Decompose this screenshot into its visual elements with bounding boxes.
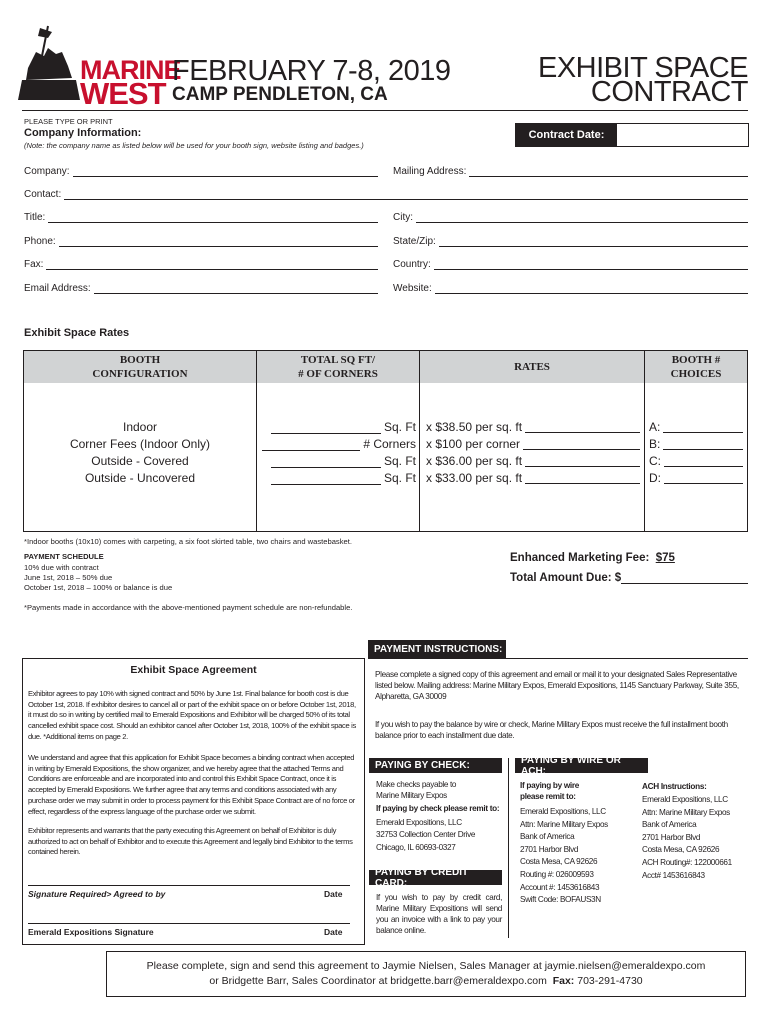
phone-field[interactable] (24, 236, 378, 247)
emerald-signature-line[interactable] (28, 923, 350, 924)
event-location: CAMP PENDLETON, CA (172, 84, 388, 105)
agreement-heading: Exhibit Space Agreement (130, 664, 257, 676)
total-corners[interactable]: # Corners (260, 437, 416, 454)
col-total-sqft: TOTAL SQ FT/ # OF CORNERS (257, 351, 419, 383)
mailing-address-label: Mailing Address: (393, 166, 467, 177)
paying-by-wire-bar: PAYING BY WIRE OR ACH: (515, 758, 648, 773)
email-label: Email Address: (24, 283, 91, 294)
check-payable: Make checks payable to Marine Military Expos (376, 780, 457, 800)
payment-schedule-heading: PAYMENT SCHEDULE (24, 552, 104, 561)
contact-label: Contact: (24, 189, 62, 200)
schedule-line2: June 1st, 2018 – 50% due (24, 573, 113, 582)
col-rates: RATES (420, 351, 644, 383)
state-zip-label: State/Zip: (393, 236, 436, 247)
config-outside-covered: Outside - Covered (91, 454, 189, 468)
total-sqft-uncovered[interactable]: Sq. Ft (260, 471, 416, 488)
wire-column-divider (508, 758, 509, 938)
payment-instructions-bar: PAYMENT INSTRUCTIONS: (368, 640, 506, 658)
paying-by-check-bar: PAYING BY CHECK: (369, 758, 502, 773)
contract-date-label: Contract Date: (516, 124, 617, 146)
company-field[interactable] (24, 166, 378, 177)
choice-c[interactable]: C: (649, 454, 743, 471)
fax-label: Fax: (24, 259, 44, 270)
rates-heading: Exhibit Space Rates (24, 327, 130, 339)
total-amount-due[interactable]: Total Amount Due: $ (510, 572, 750, 584)
total-sqft-indoor[interactable]: Sq. Ft (260, 420, 416, 437)
email-field[interactable] (24, 283, 378, 294)
company-info-heading: Company Information: (24, 127, 142, 139)
fax-field[interactable] (24, 259, 378, 270)
signature-label: Signature Required> Agreed to by (28, 889, 166, 899)
contact-field[interactable] (24, 189, 748, 200)
footer-line-1: Please complete, sign and send this agreement to Jaymie Nielsen, Sales Manager at jaymie.nielsen@emeraldexpo.com (146, 960, 706, 972)
wire-remit-label: If paying by wire please remit to: (520, 781, 580, 801)
col-booth-choices: BOOTH # CHOICES (645, 351, 747, 383)
city-field[interactable] (393, 212, 748, 223)
contract-date-box[interactable] (515, 123, 749, 147)
logo-west: WEST (80, 76, 166, 111)
choice-a[interactable]: A: (649, 420, 743, 437)
agreement-paragraph-2: We understand and agree that this application for Exhibit Space becomes a binding contract when accepted in writing by Emerald Expositions, the show organizer, and we hereby agree that the attached Terms and Conditions are enforceable and are incorporated into and control this Exhibit Space Contract, once it is accepted by Emerald Expositions. We further agree that any terms and conditions associated with any purchase order we may submit in order to process payment for this Exhibit Space Contract are of no force or effect, regardless of the express language of the purchase order we submit. (28, 753, 355, 816)
phone-label: Phone: (24, 236, 56, 247)
wire-details: Emerald Expositions, LLC Attn: Marine Military Expos Bank of America 2701 Harbor Blvd Costa Mesa, CA 92626 Routing #: 026009593 Account #: 1453616843 Swift Code: BOFAUS3N (520, 807, 608, 905)
choice-b[interactable]: B: (649, 437, 743, 454)
agreement-paragraph-3: Exhibitor represents and warrants that the party executing this Agreement on behalf of Exhibitor is duly authorized to act on behalf of Exhibitor and to execute this Agreement and legally bind Exhibitor to the terms contained herein. (28, 826, 353, 857)
indoor-booth-note: *Indoor booths (10x10) comes with carpeting, a six foot skirted table, two chairs and wastebasket. (24, 537, 352, 546)
state-zip-field[interactable] (393, 236, 748, 247)
title-label: Title: (24, 212, 46, 223)
website-field[interactable] (393, 283, 748, 294)
schedule-line1: 10% due with contract (24, 563, 99, 572)
contract-title-line2: CONTRACT (590, 76, 748, 108)
website-label: Website: (393, 283, 432, 294)
check-address: Emerald Expositions, LLC 32753 Collection Center Drive Chicago, IL 60693-0327 (376, 818, 476, 852)
ach-details: Emerald Expositions, LLC Attn: Marine Military Expos Bank of America 2701 Harbor Blvd Costa Mesa, CA 92626 ACH Routing#: 122000661 Acct# 1453616843 (642, 795, 732, 880)
config-corner-fees: Corner Fees (Indoor Only) (69, 437, 211, 451)
payment-instructions-p1: Please complete a signed copy of this agreement and email or mail it to your designated Sales Representative listed below. Mailing address: Marine Military Expos, Emerald Expositions, 1145 Sanctuary Parkway, Suite 355, Alpharetta, GA 30009 (375, 670, 739, 702)
col-divider (644, 351, 645, 531)
config-outside-uncovered: Outside - Uncovered (84, 471, 196, 485)
logo-marine: MARINE (80, 55, 181, 85)
title-field[interactable] (24, 212, 378, 223)
config-indoor: Indoor (122, 420, 158, 434)
col-divider (419, 351, 420, 531)
col-booth-config: BOOTH CONFIGURATION (24, 351, 256, 383)
header-divider (22, 110, 748, 111)
total-sqft-covered[interactable]: Sq. Ft (260, 454, 416, 471)
choice-d[interactable]: D: (649, 471, 743, 488)
ach-title: ACH Instructions: (642, 782, 707, 791)
signature-line[interactable] (28, 885, 350, 886)
contract-date-input[interactable] (617, 124, 748, 146)
marine-memorial-logo-icon (18, 22, 80, 100)
country-field[interactable] (393, 259, 748, 270)
col-divider (256, 351, 257, 531)
event-dates: FEBRUARY 7-8, 2019 (172, 55, 451, 87)
rate-indoor: x $38.50 per sq. ft (426, 420, 640, 437)
emerald-date-label: Date (324, 927, 343, 937)
non-refundable-note: *Payments made in accordance with the above-mentioned payment schedule are non-refundable. (24, 603, 353, 612)
city-label: City: (393, 212, 413, 223)
schedule-line3: October 1st, 2018 – 100% or balance is due (24, 583, 173, 592)
contract-title-line1: EXHIBIT SPACE (538, 52, 748, 84)
check-remit-label: If paying by check please remit to: (376, 804, 500, 813)
credit-card-text: If you wish to pay by credit card, Marine Military Expositions will send you an invoice with a link to pay your balance online. (376, 893, 502, 935)
rate-covered: x $36.00 per sq. ft (426, 454, 640, 471)
paying-by-credit-card-bar: PAYING BY CREDIT CARD: (369, 870, 502, 885)
please-type-note: PLEASE TYPE OR PRINT (24, 117, 113, 126)
rate-uncovered: x $33.00 per sq. ft (426, 471, 640, 488)
signature-date-label: Date (324, 889, 343, 899)
company-label: Company: (24, 166, 70, 177)
payment-instructions-rule (368, 658, 748, 659)
emerald-signature-label: Emerald Expositions Signature (28, 927, 154, 937)
footer-line-2: or Bridgette Barr, Sales Coordinator at bridgette.barr@emeraldexpo.com Fax: 703-291-4730 (209, 975, 643, 987)
mailing-address-field[interactable] (393, 166, 748, 177)
rate-corner: x $100 per corner (426, 437, 640, 454)
enhanced-marketing-fee: Enhanced Marketing Fee: $75 (510, 552, 675, 564)
agreement-paragraph-1: Exhibitor agrees to pay 10% with signed contract and 50% by June 1st. Final balance for booth cost is due October 1st, 2018. If exhibitor desires to cancel all or part of the exhibit space on or before October 1st, 2018, it must do so in writing by certified mail to Emerald Expositions and Exhibitor will be charged 50% of its total cancelled exhibit space cost. Should an exhibitor cancel after October 1st, 2018, 100% of the exhibit space is due. *Additional items on page 2. (28, 689, 356, 741)
footer-box (106, 951, 746, 997)
country-label: Country: (393, 259, 431, 270)
payment-instructions-p2: If you wish to pay the balance by wire or check, Marine Military Expos must receive the full installment booth balance prior to each installment due date. (375, 720, 728, 741)
company-info-note: (Note: the company name as listed below will be used for your booth sign, website listing and badges.) (24, 141, 364, 150)
